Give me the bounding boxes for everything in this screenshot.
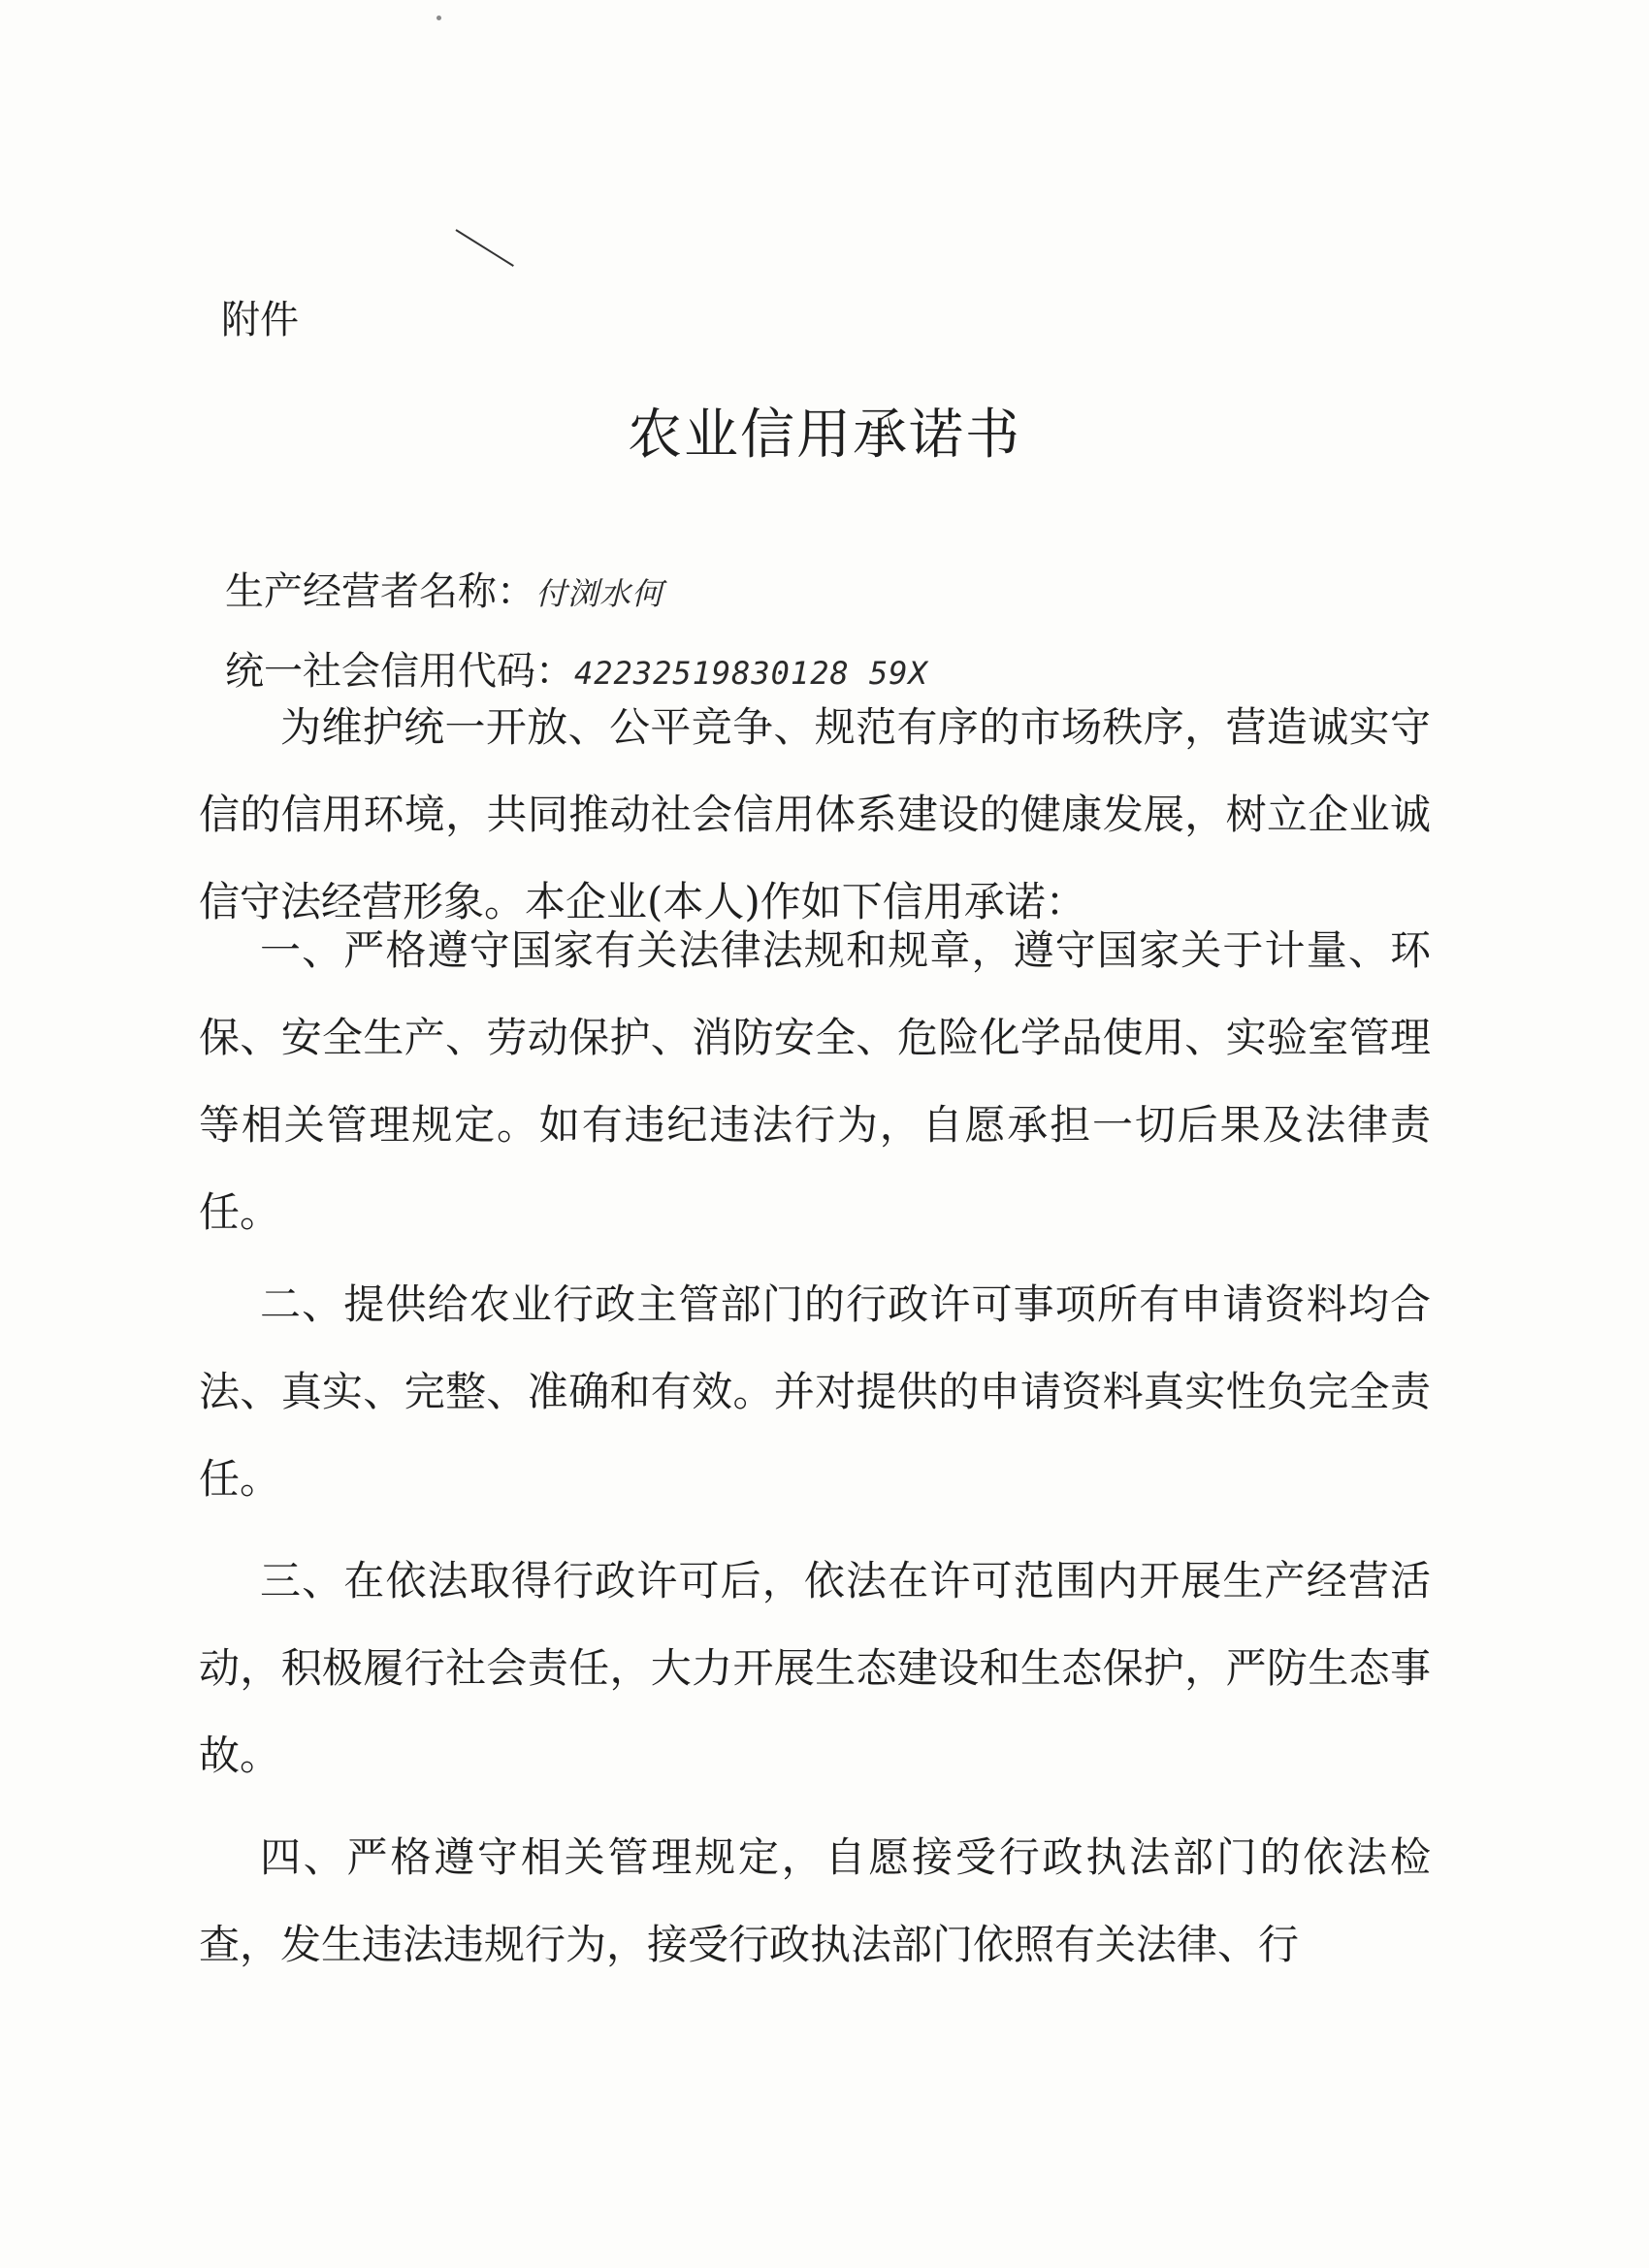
commitment-item-2: 二、提供给农业行政主管部门的行政许可事项所有申请资料均合法、真实、完整、准确和有效。并对提供的申请资料真实性负完全责任。 bbox=[199, 1280, 1431, 1503]
scan-stroke-mark bbox=[455, 229, 513, 267]
commitment-item-4: 四、严格遵守相关管理规定，自愿接受行政执法部门的依法检查，发生违法违规行为，接受行政执法部门依照有关法律、行 bbox=[199, 1833, 1431, 1968]
credit-code-handwritten: 42232519830128 59X bbox=[574, 655, 928, 692]
credit-code-label: 统一社会信用代码： bbox=[225, 649, 574, 694]
document-title: 农业信用承诺书 bbox=[628, 404, 1021, 467]
commitment-item-1: 一、严格遵守国家有关法律法规和规章，遵守国家关于计量、环保、安全生产、劳动保护、消防安全、危险化学品使用、实验室管理等相关管理规定。如有违纪违法行为，自愿承担一切后果及法律责任。 bbox=[199, 926, 1431, 1236]
commitment-item-3: 三、在依法取得行政许可后，依法在许可范围内开展生产经营活动，积极履行社会责任，大力开展生态建设和生态保护，严防生态事故。 bbox=[199, 1557, 1431, 1779]
producer-name-handwritten: 付浏水何 bbox=[535, 575, 664, 612]
intro-paragraph: 为维护统一开放、公平竞争、规范有序的市场秩序，营造诚实守信的信用环境，共同推动社会信用体系建设的健康发展，树立企业诚信守法经营形象。本企业(本人)作如下信用承诺： bbox=[199, 703, 1431, 925]
producer-name-label: 生产经营者名称： bbox=[225, 569, 535, 614]
producer-name-row bbox=[225, 561, 663, 616]
attachment-label: 附件 bbox=[221, 298, 299, 342]
scan-speck bbox=[436, 16, 441, 20]
